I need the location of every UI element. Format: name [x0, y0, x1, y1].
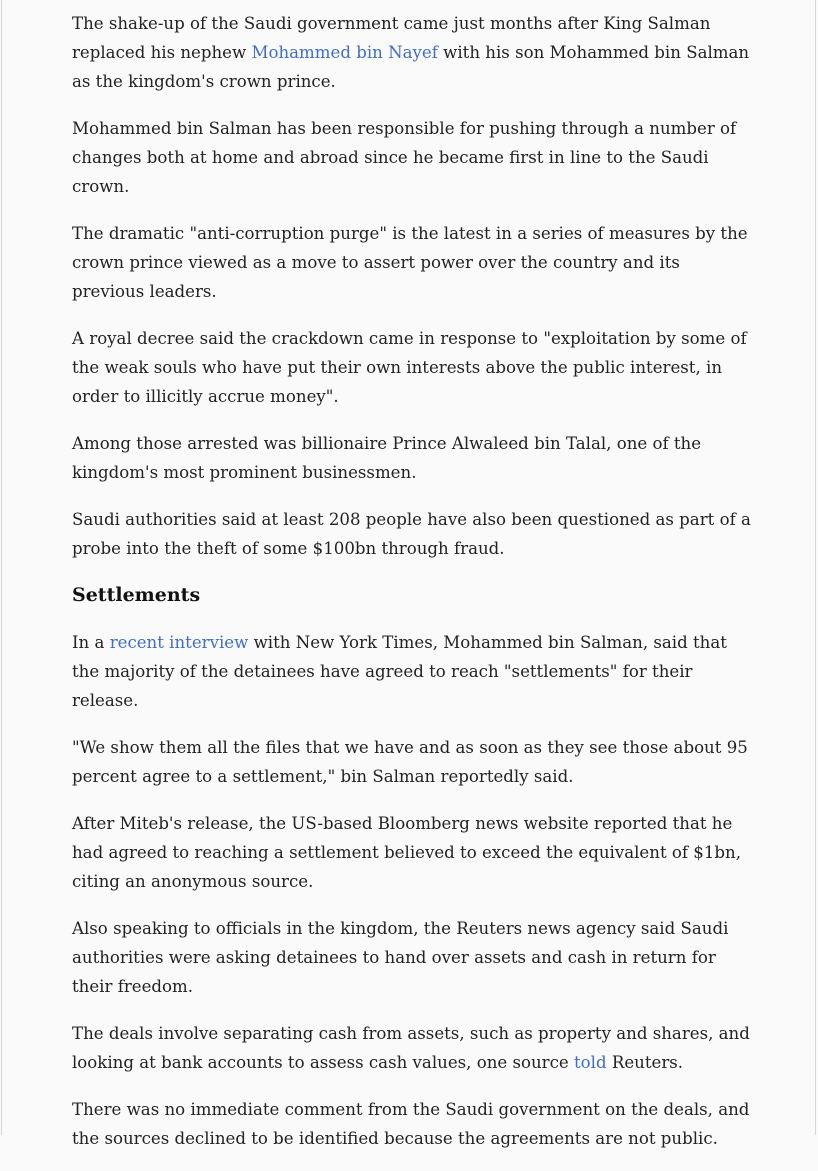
article-body [72, 9, 752, 1171]
section-heading-settlements: Settlements [72, 584, 201, 606]
paragraph-3: The dramatic "anti-corruption purge" is the latest in a series of measures by the crown prince viewed as a move to assert power over the country and its previous leaders. [72, 224, 748, 301]
recent-interview-link[interactable]: recent interview [109, 633, 249, 652]
paragraph-text: In a [72, 633, 110, 652]
told-link[interactable]: told [574, 1053, 607, 1072]
paragraph-6: Saudi authorities said at least 208 people have also been questioned as part of a probe into the theft of some $100bn through fraud. [72, 510, 751, 558]
paragraph-2: Mohammed bin Salman has been responsible for pushing through a number of changes both at home and abroad since he became first in line to the Saudi crown. [72, 119, 737, 196]
paragraph-text: with his son Mohammed bin Salman as the kingdom's crown prince. [72, 43, 750, 91]
paragraph-text: Reuters. [606, 1053, 684, 1072]
mohammed-bin-nayef-link[interactable]: Mohammed bin Nayef [251, 43, 438, 62]
paragraph-1 [72, 9, 752, 96]
paragraph-8: "We show them all the files that we have and as soon as they see those about 95 percent agree to a settlement," bin Salman reportedly said. [72, 738, 748, 786]
paragraph-10: Also speaking to officials in the kingdom, the Reuters news agency said Saudi authorities were asking detainees to hand over assets and cash in return for their freedom. [72, 919, 729, 996]
paragraph-11 [72, 1019, 752, 1077]
paragraph-text: with New York Times, Mohammed bin Salman, said that the majority of the detainees have agreed to reach "settlements" for their release. [72, 633, 727, 710]
paragraph-text: The shake-up of the Saudi government came just months after King Salman replaced his nephew [72, 14, 711, 62]
paragraph-12: There was no immediate comment from the Saudi government on the deals, and the sources declined to be identified because the agreements are not public. [72, 1100, 750, 1148]
paragraph-5: Among those arrested was billionaire Prince Alwaleed bin Talal, one of the kingdom's most prominent businessmen. [72, 434, 702, 482]
page-container [1, 0, 816, 1148]
paragraph-7 [72, 628, 752, 715]
paragraph-text: The deals involve separating cash from assets, such as property and shares, and looking at bank accounts to assess cash values, one source [72, 1024, 750, 1072]
paragraph-9: After Miteb's release, the US-based Bloomberg news website reported that he had agreed to reaching a settlement believed to exceed the equivalent of $1bn, citing an anonymous source. [72, 814, 741, 891]
paragraph-4: A royal decree said the crackdown came in response to "exploitation by some of the weak souls who have put their own interests above the public interest, in order to illicitly accrue money". [72, 329, 747, 406]
